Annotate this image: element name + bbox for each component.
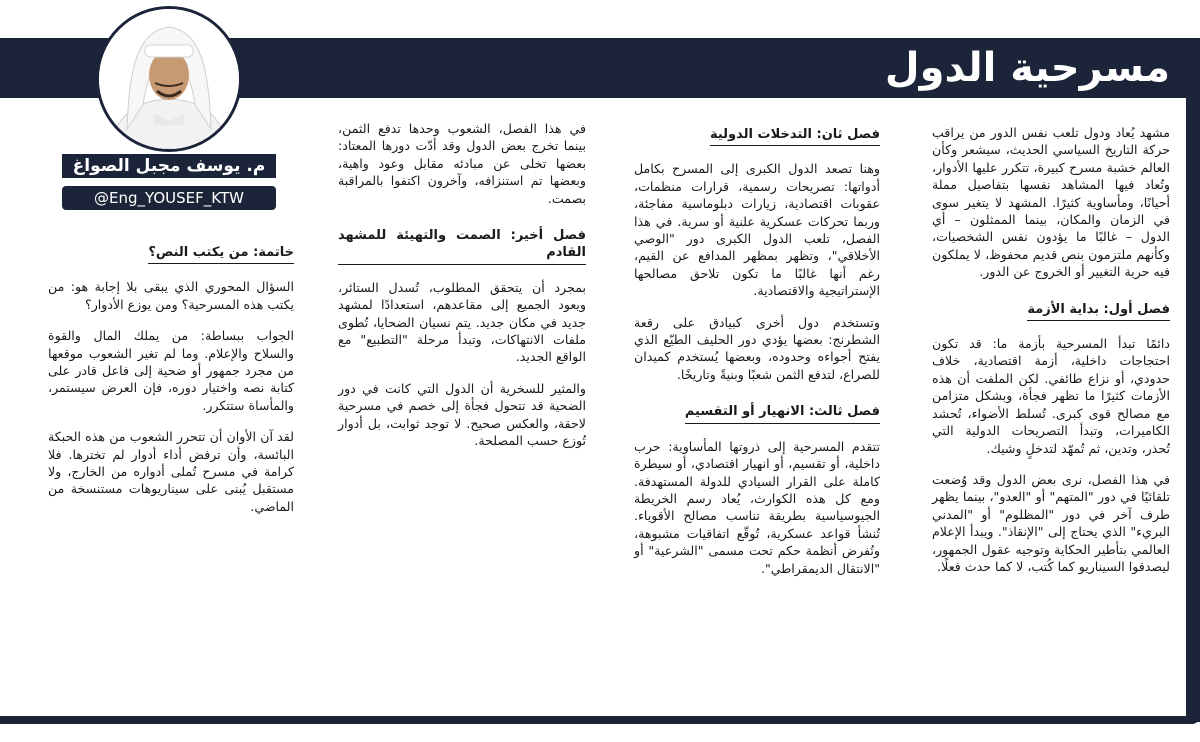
paragraph: لقد آن الأوان أن تتحرر الشعوب من هذه الحبكة البائسة، وأن ترفض أداء أدوار لم تخترها. فلا كرامة في مسرح تُملى أدواره من الخارج، ولا مستقبل يُبنى على سيناريوهات مستنسخة من الماضي. <box>48 429 294 514</box>
paragraph: وهنا تصعد الدول الكبرى إلى المسرح بكامل أدواتها: تصريحات رسمية، قرارات منظمات، عقوبات اقتصادية، زيارات دبلوماسية مفاجئة، وربما تحركات عسكرية علنية أو سرية. في هذا الفصل، تلعب الدول الكبرى دور "الوصي الأخلاقي"، وتظهر بمظهر المدافع عن القيم، رغم أنها غالبًا ما تكون تلاحق مصالحها الإستراتيجية والاقتصادية. <box>634 161 880 299</box>
paragraph: الجواب ببساطة: من يملك المال والقوة والسلاح والإعلام. وما لم تغير الشعوب موقعها من مجرد جمهور أو ضحية إلى فاعل قادر على كتابة نصه واختيار دوره، فإن العرض سيستمر، والمأساة ستتكرر. <box>48 328 294 413</box>
page-frame-right <box>1186 38 1200 722</box>
section-heading: خاتمة: من يكتب النص؟ <box>148 244 294 264</box>
intro-paragraph: مشهد يُعاد ودول تلعب نفس الدور من يراقب حركة التاريخ السياسي الحديث، سيشعر وكأن العالم خشبة مسرح كبيرة، تتكرر عليها الأدوار، وتُعاد فيها المشاهد نفسها بتفاصيل مملة أحيانًا، ومأساوية كثيرًا. المشهد لا يتغير سوى في الزمان والمكان، بينما الممثلون – أي الدول – غالبًا ما يؤدون نفس الشخصيات، وكأنهم ملتزمون بنص قديم محفوظ، لا يملكون فيه حرية التغيير أو الخروج عن الدور. <box>932 125 1170 280</box>
paragraph: السؤال المحوري الذي يبقى بلا إجابة هو: من يكتب هذه المسرحية؟ ومن يوزع الأدوار؟ <box>48 279 294 312</box>
section-heading: فصل ثان: التدخلات الدولية <box>710 126 880 146</box>
author-photo <box>96 6 242 152</box>
section-heading: فصل أخير: الصمت والتهيئة للمشهد القادم <box>338 227 586 265</box>
paragraph: في هذا الفصل، الشعوب وحدها تدفع الثمن، بينما تخرج بعض الدول وقد أدّت دورها المعتاد: بعضها تخلى عن مبادئه مقابل وعود واهية، وبعضها تم استنزافه، وآخرون اكتفوا بالمراقبة بصمت. <box>338 121 586 206</box>
paragraph: دائمًا تبدأ المسرحية بأزمة ما: قد تكون احتجاجات داخلية، أزمة اقتصادية، خلاف حدودي، أو نزاع طائفي. لكن الملفت أن هذه الأزمات كثيرًا ما تظهر فجأة، وبشكل متزامن مع مصالح قوى كبرى. تُسلط الأضواء، تُحشد الكاميرات، وتبدأ التصريحات الدولية التي تُحذر، وتدين، ثم تُمهّد لتدخلٍ وشيك. <box>932 336 1170 456</box>
page-frame-bottom <box>0 716 1200 724</box>
section-heading: فصل ثالث: الانهيار أو التقسيم <box>685 403 880 423</box>
paragraph: وتستخدم دول أخرى كبيادق على رقعة الشطرنج: بعضها يؤدي دور الحليف الطيّع الذي يفتح أجواءه وحدوده، وبعضها يُستخدم كميدان للصراع، لتدفع الثمن شعبًا وبنيةً وتاريخًا. <box>634 314 880 382</box>
article-title: مسرحية الدول <box>884 45 1170 91</box>
column-3 <box>338 120 586 464</box>
column-2 <box>634 120 880 591</box>
paragraph: بمجرد أن يتحقق المطلوب، تُسدل الستائر، ويعود الجميع إلى مقاعدهم، استعدادًا لمشهد جديد في مكان جديد. يتم نسيان الضحايا، تُطوى ملفات الانتهاكات، وتبدأ مرحلة "التطبيع" مع الواقع الجديد. <box>338 279 586 365</box>
column-4 <box>48 238 294 529</box>
paragraph: في هذا الفصل، نرى بعض الدول وقد وُضعت تلقائيًا في دور "المتهم" أو "العدو"، بينما يظهر طرف آخر في دور "المظلوم" أو "المدني البريء" الذي يحتاج إلى "الإنقاذ". ويبدأ الإعلام العالمي بتأطير الحكاية وتوجيه عقول الجمهور، ليصدقوا السيناريو كما كُتب، لا كما حدث فعلًا. <box>932 471 1170 574</box>
author-twitter-handle: @Eng_YOUSEF_KTW <box>62 186 276 210</box>
section-heading: فصل أول: بداية الأزمة <box>1027 301 1170 321</box>
paragraph: والمثير للسخرية أن الدول التي كانت في دور الضحية قد تتحول فجأة إلى خصم في مسرحية لاحقة، والعكس صحيح. لا توجد ثوابت، بل أدوار تُوزع حسب المصلحة. <box>338 380 586 449</box>
column-1 <box>932 124 1170 589</box>
author-portrait-icon <box>99 9 239 149</box>
author-name: م. يوسف مجبل الصواغ <box>62 154 276 178</box>
paragraph: تتقدم المسرحية إلى ذروتها المأساوية: حرب داخلية، أو تقسيم، أو انهيار اقتصادي، أو سيطرة كاملة على القرار السيادي للدولة المستهدفة. ومع كل هذه الكوارث، يُعاد رسم الخريطة الجيوسياسية بطريقة تناسب مصالح الأقوياء. تُنشأ قواعد عسكرية، تُوقّع اتفاقيات مشبوهة، وتُفرض أنظمة حكم تحت مسمى "الشرعية" أو "الانتقال الديمقراطي". <box>634 438 880 576</box>
